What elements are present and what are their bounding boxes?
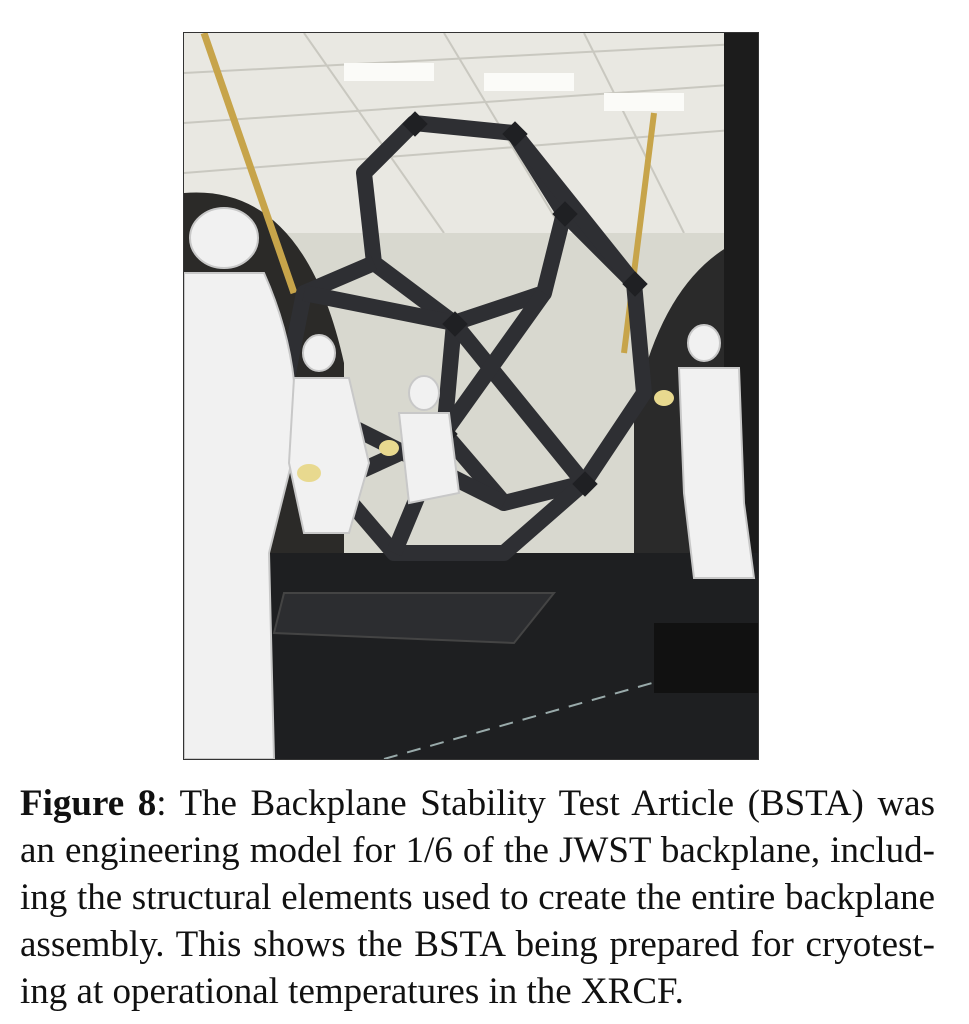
- caption-line-3: ing the structural elements used to create the entire backplane: [20, 877, 935, 918]
- figure-label: Figure 8: [20, 783, 157, 824]
- caption-text-1: The Backplane Stability Test Article (BSTA) was: [166, 783, 935, 824]
- figure-label-separator: :: [156, 783, 167, 824]
- figure-photo: [183, 32, 759, 760]
- caption-line-1: [20, 780, 935, 827]
- caption-line-4: assembly. This shows the BSTA being prepared for cryotest-: [20, 924, 935, 965]
- caption-line-5: ing at operational temperatures in the XRCF.: [20, 971, 684, 1012]
- caption-line-2: an engineering model for 1/6 of the JWST backplane, includ-: [20, 830, 935, 871]
- figure-caption: [20, 780, 935, 1015]
- bsta-photo-illustration: [184, 33, 758, 759]
